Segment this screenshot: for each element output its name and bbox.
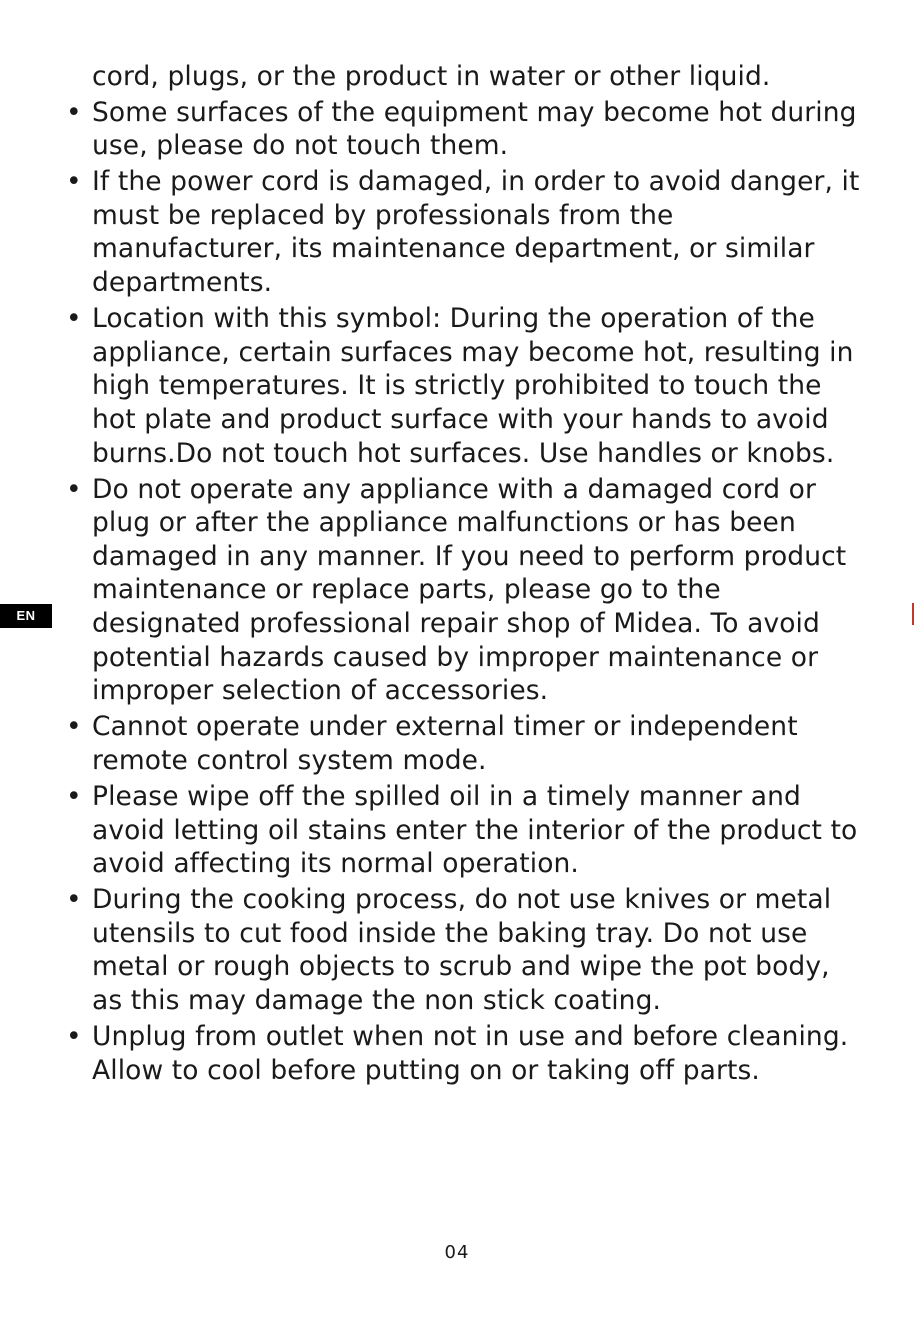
language-tab: EN xyxy=(0,604,52,628)
bullet-dot: • xyxy=(66,884,82,916)
safety-bullet-list xyxy=(60,96,860,1088)
bullet-text: Some surfaces of the equipment may become hot during use, please do not touch them. xyxy=(92,96,857,162)
bullet-dot: • xyxy=(66,1021,82,1053)
bullet-text: Location with this symbol: During the operation of the appliance, certain surfaces may become hot, resulting in high temperatures. It is strictly prohibited to touch the hot plate and product surface with your hands to avoid burns.Do not touch hot surfaces. Use handles or knobs. xyxy=(92,303,854,469)
list-item xyxy=(60,710,860,777)
bullet-dot: • xyxy=(66,473,82,505)
continuation-text: cord, plugs, or the product in water or other liquid. xyxy=(92,61,771,92)
bullet-text: Cannot operate under external timer or independent remote control system mode. xyxy=(92,711,798,776)
list-item xyxy=(60,473,860,708)
bullet-dot: • xyxy=(66,96,82,128)
bullet-text: Unplug from outlet when not in use and before cleaning. Allow to cool before putting on or taking off parts. xyxy=(92,1021,849,1086)
page-number: 04 xyxy=(444,1242,470,1263)
bullet-text: Do not operate any appliance with a damaged cord or plug or after the appliance malfunctions or has been damaged in any manner. If you need to perform product maintenance or replace parts, please go to the designated professional repair shop of Midea. To avoid potential hazards caused by improper maintenance or improper selection of accessories. xyxy=(92,473,847,707)
list-item xyxy=(60,96,860,163)
list-item xyxy=(60,780,860,881)
list-item xyxy=(60,883,860,1017)
bullet-text: Please wipe off the spilled oil in a timely manner and avoid letting oil stains enter the interior of the product to avoid affecting its normal operation. xyxy=(92,780,858,880)
bullet-dot: • xyxy=(66,711,82,743)
list-item xyxy=(60,1020,860,1087)
bullet-dot: • xyxy=(66,303,82,335)
bullet-text: During the cooking process, do not use knives or metal utensils to cut food inside the baking tray. Do not use metal or rough objects to scrub and wipe the pot body, as this may damage the non stick coating. xyxy=(92,884,832,1017)
bullet-dot: • xyxy=(66,780,82,812)
bullet-text: If the power cord is damaged, in order to avoid danger, it must be replaced by professionals from the manufacturer, its maintenance department, or similar departments. xyxy=(92,166,860,299)
bullet-dot: • xyxy=(66,166,82,198)
page-content xyxy=(60,60,860,1090)
list-item xyxy=(60,165,860,299)
list-item xyxy=(60,302,860,470)
